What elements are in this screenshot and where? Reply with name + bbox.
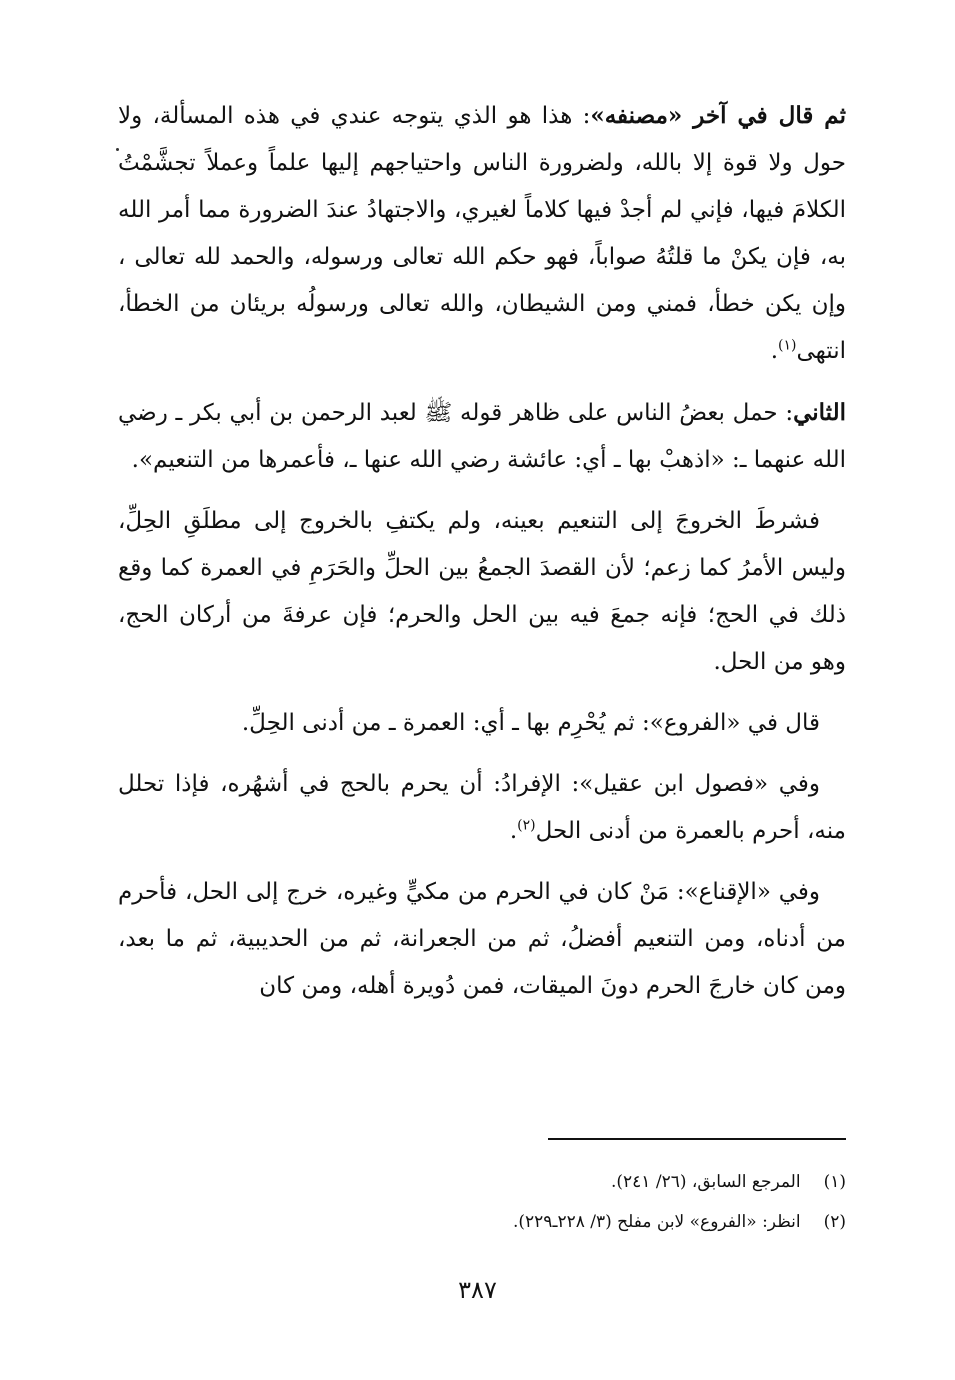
paragraph-text: فشرطَ الخروجَ إلى التنعيم بعينه، ولم يكتفِ بالخروج إلى مطلَقِ الحِلِّ، وليس الأمرُ كما زعم؛ لأن القصدَ الجمعُ بين الحلِّ والحَرَمِ في العمرة كما وقع ذلك في الحج؛ فإنه جمعَ فيه بين الحل والحرم؛ فإن عرفةَ من أركان الحج، وهو من الحل.: [118, 508, 846, 675]
paragraph-lead: ثم قال في آخر «مصنفه»: [590, 102, 846, 129]
footnote-text: المرجع السابق، (٢٦/ ٢٤١).: [610, 1172, 801, 1192]
paragraph-text: : هذا هو الذي يتوجه عندي في هذه المسألة، ولا حول ولا قوة إلا بالله، ولضرورة الناس واحتياجهم إليها علماً وعملاً تجشَّمْتُ الكلامَ فيها، فإني لم أجدْ فيها كلاماً لغيري، والاجتهادُ عندَ الضرورة مما أمر الله به، فإن يكنْ ما قلتُهُ صواباً، فهو حكم الله تعالى ورسوله، والحمد لله تعالى ، وإن يكن خطأ، فمني ومن الشيطان، والله تعالى ورسولُه بريئان من الخطأ، انتهى: [118, 103, 846, 364]
footnote-number: (٢): [823, 1212, 846, 1232]
paragraph-1: [118, 92, 846, 375]
footnote-divider: [548, 1138, 846, 1140]
paragraph-text: وفي «الإقناع»: مَنْ كان في الحرم من مكيٍّ وغيره، خرج إلى الحل، فأحرم من أدناه، ومن التنعيم أفضلُ، ثم من الجعرانة، ثم من الحديبية، ثم ما بعد، ومن كان خارجَ الحرم دونَ الميقات، فمن دُويرة أهله، ومن كان: [118, 879, 846, 999]
page-number: ٣٨٧: [458, 1276, 497, 1304]
paragraph-lead: الثاني: [793, 399, 846, 426]
footnote-1: [118, 1162, 846, 1202]
paragraph-3: [118, 498, 846, 686]
footnote-ref: (٢): [517, 817, 536, 834]
paragraph-tail: .: [770, 338, 779, 364]
footnotes: [118, 1162, 846, 1242]
paragraph-tail: .: [509, 818, 518, 844]
footnote-2: [118, 1202, 846, 1242]
footnote-number: (١): [823, 1172, 846, 1192]
paragraph-2: [118, 389, 846, 484]
paragraph-text: وفي «فصول ابن عقيل»: الإفرادُ: أن يحرم بالحج في أشهُره، فإذا تحلل منه، أحرم بالعمرة من أدنى الحل: [118, 771, 846, 844]
paragraph-6: [118, 869, 846, 1010]
main-text: [118, 92, 846, 1024]
paragraph-5: [118, 761, 846, 855]
footnote-ref: (١): [778, 337, 797, 354]
paragraph-text: : حمل بعضُ الناس على ظاهر قوله ﷺ لعبد الرحمن بن أبي بكر ـ رضي الله عنهما ـ: «اذهبْ بها ـ أي: عائشة رضي الله عنها ـ، فأعمرها من التنعيم».: [118, 400, 846, 473]
footnote-text: انظر: «الفروع» لابن مفلح (٣/ ٢٢٨ـ٢٢٩).: [513, 1212, 801, 1232]
paragraph-text: قال في «الفروع»: ثم يُحْرِم بها ـ أي: العمرة ـ من أدنى الحِلِّ.: [241, 710, 820, 736]
paragraph-4: [118, 700, 846, 747]
